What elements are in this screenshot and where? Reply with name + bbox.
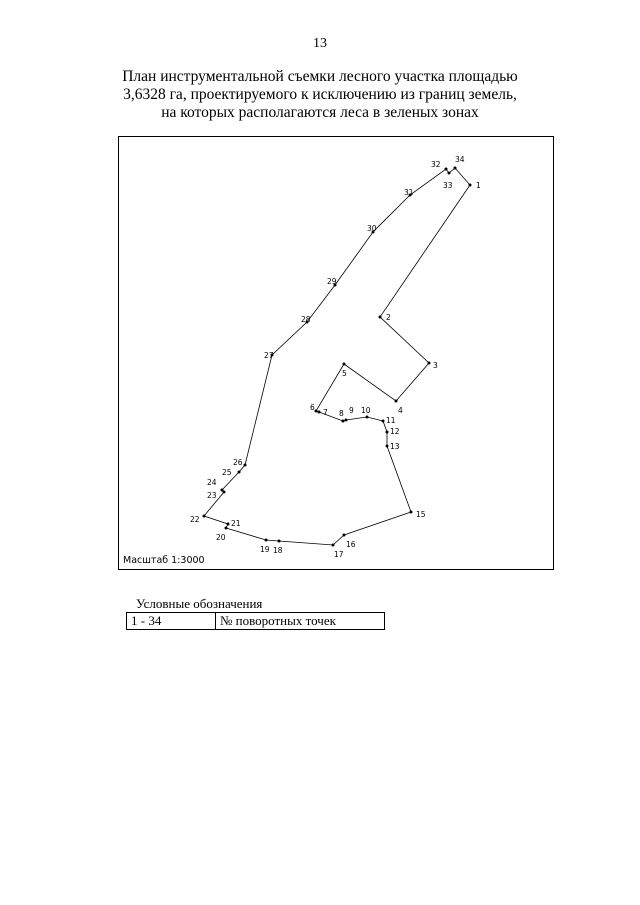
turning-point-marker [382,420,385,423]
turning-point-marker [386,445,389,448]
legend-description: № поворотных точек [216,613,385,630]
turning-point-marker [454,167,457,170]
turning-point-marker [225,527,228,530]
turning-point-label: 6 [310,403,315,412]
turning-point-label: 11 [386,416,396,425]
document-title [0,68,640,122]
turning-point-marker [448,172,451,175]
turning-point-label: 1 [476,181,481,190]
turning-point-label: 18 [273,546,283,555]
turning-point-marker [395,400,398,403]
turning-point-marker [221,489,224,492]
turning-point-label: 22 [190,515,200,524]
turning-point-label: 28 [301,315,311,324]
turning-point-label: 32 [431,160,441,169]
legend-range: 1 - 34 [127,613,216,630]
turning-point-marker [410,511,413,514]
turning-point-marker [315,410,318,413]
plot-boundary [204,168,470,545]
page-number: 13 [313,36,327,51]
turning-point-marker [343,534,346,537]
turning-point-marker [203,515,206,518]
turning-point-label: 17 [334,550,344,559]
turning-point-marker [227,523,230,526]
turning-point-label: 23 [207,491,217,500]
turning-point-marker [386,431,389,434]
turning-point-label: 13 [390,442,400,451]
turning-point-marker [244,464,247,467]
turning-point-marker [278,540,281,543]
turning-point-label: 31 [404,188,414,197]
turning-point-marker [366,416,369,419]
turning-point-label: 25 [222,468,232,477]
turning-point-label: 19 [260,545,270,554]
turning-point-label: 21 [231,519,241,528]
title-line-1: План инструментальной съемки лесного участка площадью [122,68,518,85]
survey-plan-frame [118,136,554,570]
turning-point-marker [318,411,321,414]
turning-point-label: 27 [264,351,274,360]
turning-point-label: 10 [361,406,371,415]
turning-point-label: 5 [342,369,347,378]
legend-row [127,613,385,630]
turning-point-label: 26 [233,458,243,467]
legend-table [126,612,385,630]
turning-point-label: 33 [443,181,453,190]
turning-point-label: 30 [367,224,377,233]
turning-point-label: 9 [349,406,354,415]
turning-point-label: 34 [455,155,465,164]
title-line-3: на которых располагаются леса в зеленых зонах [161,104,479,121]
turning-point-marker [332,544,335,547]
turning-point-marker [379,316,382,319]
scale-label: Масштаб 1:3000 [123,555,205,566]
turning-point-label: 3 [433,361,438,370]
turning-point-marker [445,168,448,171]
turning-point-marker [428,362,431,365]
turning-point-marker [342,420,345,423]
turning-point-label: 29 [327,277,337,286]
turning-point-marker [469,184,472,187]
turning-point-marker [238,471,241,474]
turning-point-label: 15 [416,510,426,519]
turning-point-label: 8 [339,409,344,418]
turning-point-label: 4 [398,406,403,415]
turning-point-marker [265,539,268,542]
turning-point-label: 12 [390,427,400,436]
turning-point-label: 20 [216,533,226,542]
turning-point-label: 16 [346,540,356,549]
survey-plan-drawing [119,137,553,569]
title-line-2: 3,6328 га, проектируемого к исключению из границ земель, [123,86,517,103]
turning-point-label: 2 [386,313,391,322]
turning-point-label: 24 [207,478,217,487]
turning-point-label: 7 [323,408,328,417]
legend-title: Условные обозначения [136,596,263,611]
turning-point-marker [345,419,348,422]
turning-point-marker [343,363,346,366]
